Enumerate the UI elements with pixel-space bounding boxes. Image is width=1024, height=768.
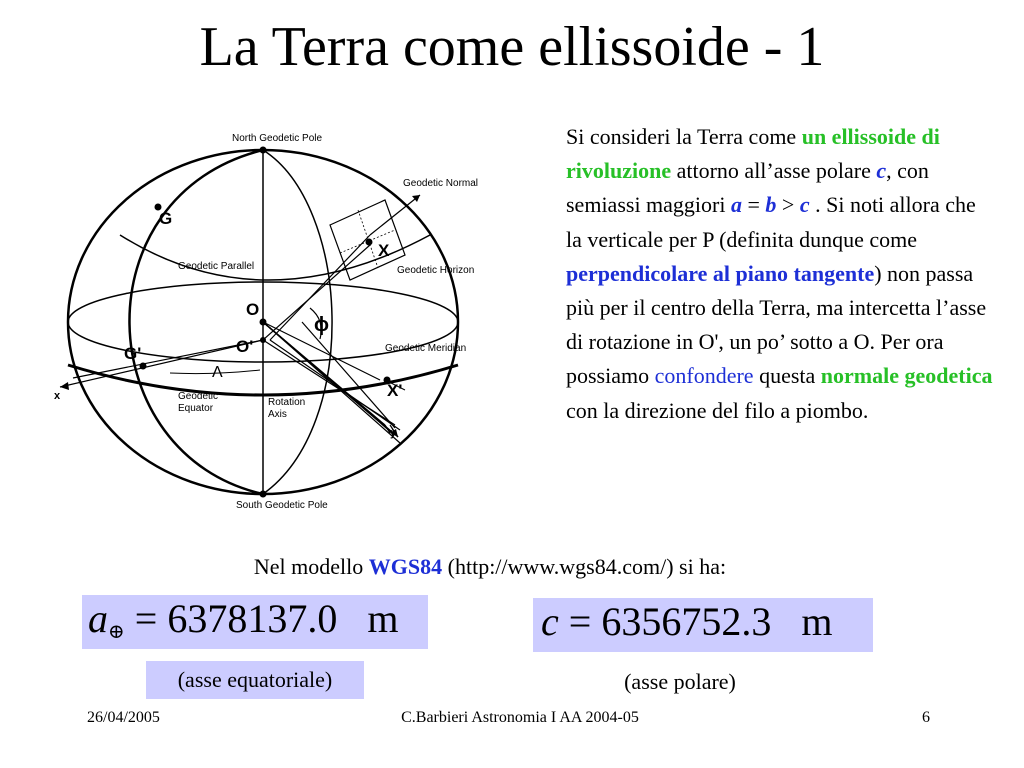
axis-y-label: y bbox=[390, 427, 397, 439]
point-O-prime: O' bbox=[236, 337, 254, 356]
label-north-pole: North Geodetic Pole bbox=[232, 133, 323, 144]
label-geodetic-normal: Geodetic Normal bbox=[403, 178, 479, 189]
label-asse-equatoriale: (asse equatoriale) bbox=[146, 661, 364, 699]
point-X: X bbox=[378, 241, 390, 260]
description-text: Si consideri la Terra come un ellissoide di rivoluzione attorno all’asse polare c, con semiassi maggiori a = b > c . Si noti allora che la verticale per P (definita dunque come perpendicolare al piano tangente) non passa più per il centro della Terra, ma intercetta l’asse di rotazione in O', un po’ sotto a O. Per ora possiamo confondere questa normale geodetica con la direzione del filo a piombo. bbox=[566, 124, 993, 423]
meridian-left bbox=[129, 150, 263, 494]
label-equator-2: Equator bbox=[178, 403, 214, 414]
label-geodetic-meridian: Geodetic Meridian bbox=[385, 343, 467, 354]
label-asse-polare: (asse polare) bbox=[624, 669, 736, 694]
point-X-prime: X' bbox=[387, 381, 403, 400]
angle-phi: ϕ bbox=[314, 314, 329, 336]
formula-equatorial-axis: $a_\oplus = 6378137.0$ m bbox=[82, 595, 428, 649]
footer-author: C.Barbieri Astronomia I AA 2004-05 bbox=[401, 709, 639, 726]
point-G: G bbox=[159, 209, 173, 228]
axis-x-label: x bbox=[54, 390, 61, 402]
angle-lambda: Λ bbox=[212, 364, 223, 381]
highlight-ellissoide: un ellissoide di rivoluzione bbox=[566, 124, 940, 184]
wgs84-line: Nel modello WGS84 (http://www.wgs84.com/) si ha: bbox=[253, 554, 727, 579]
formula-polar-axis: c = 6356752.3 m bbox=[533, 598, 873, 652]
highlight-perpendicolare: perpendicolare al piano tangente bbox=[566, 260, 875, 286]
geodetic-ellipsoid-diagram bbox=[40, 125, 520, 525]
highlight-normale-geodetica: normale geodetica bbox=[820, 363, 993, 389]
point-O: O bbox=[246, 300, 260, 319]
point-G-prime: G' bbox=[124, 344, 142, 363]
footer-page-number: 6 bbox=[922, 709, 930, 726]
label-rotation-1: Rotation bbox=[268, 397, 306, 408]
label-south-pole: South Geodetic Pole bbox=[236, 500, 328, 511]
highlight-confondere: confondere bbox=[654, 363, 754, 389]
label-geodetic-horizon: Geodetic Horizon bbox=[397, 265, 475, 276]
label-equator-1: Geodetic bbox=[178, 391, 219, 402]
slide-title: La Terra come ellissoide - 1 bbox=[199, 16, 825, 78]
label-geodetic-parallel: Geodetic Parallel bbox=[178, 261, 255, 272]
label-rotation-2: Axis bbox=[268, 409, 287, 420]
wgs84-name: WGS84 bbox=[368, 554, 443, 579]
footer-date: 26/04/2005 bbox=[87, 709, 160, 726]
